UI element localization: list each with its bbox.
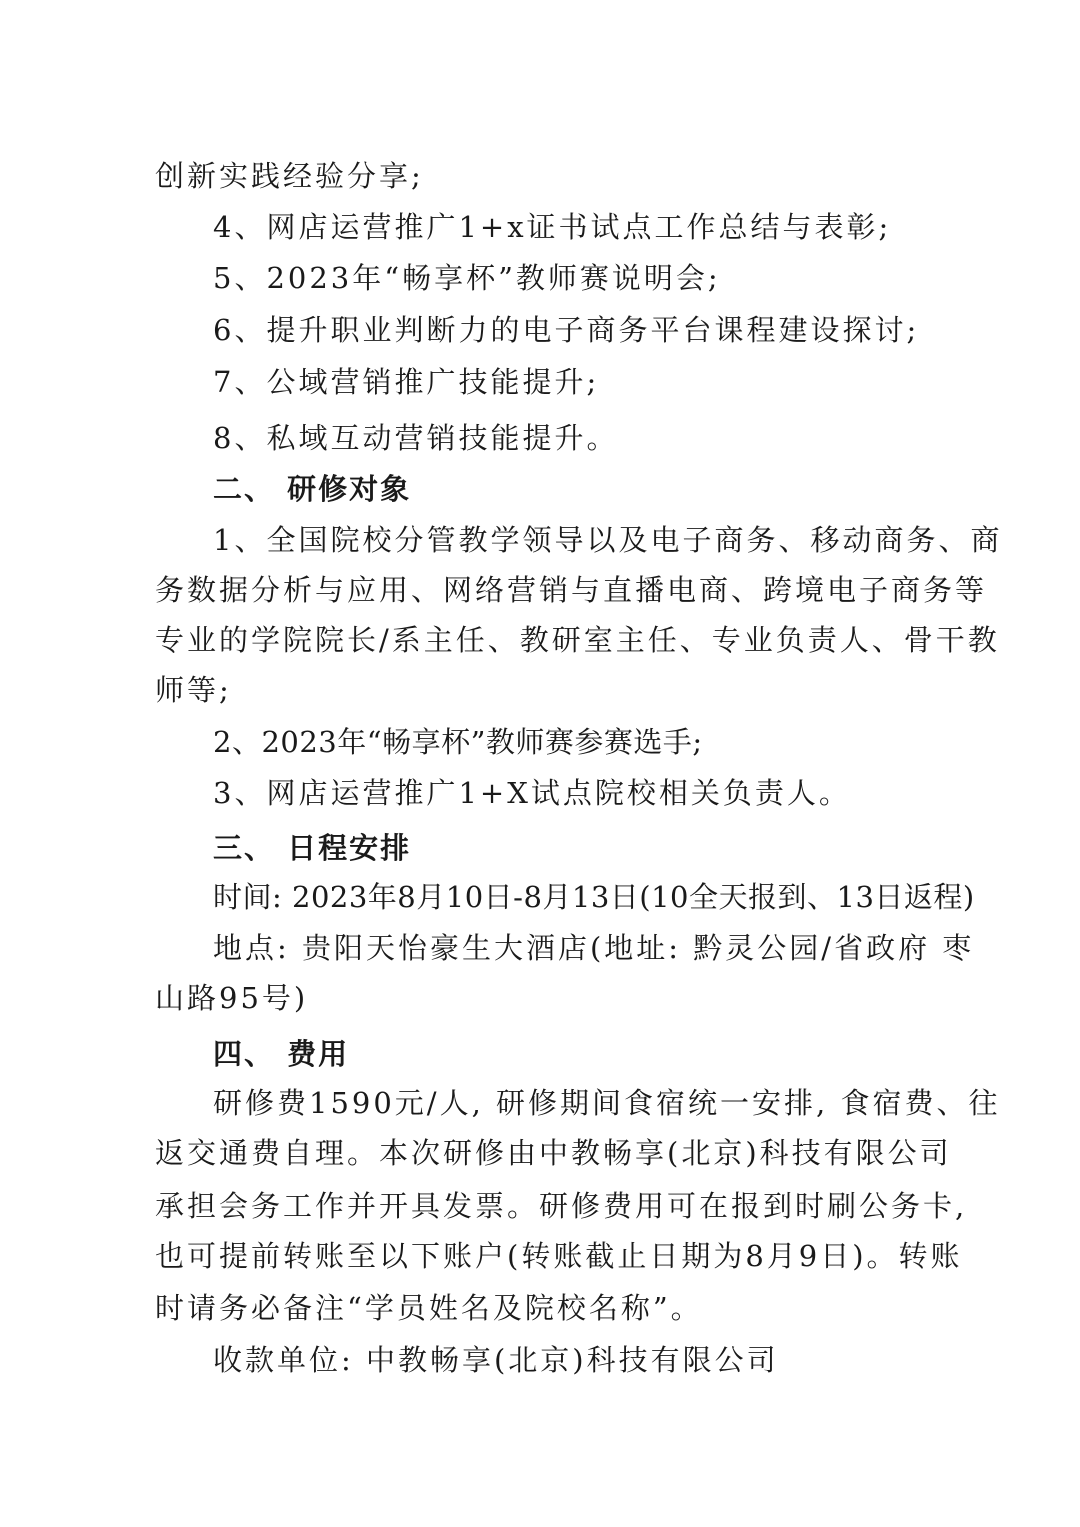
participant-item-1-cont-2: 专业的学院院长/系主任、教研室主任、专业负责人、骨干教	[155, 623, 1000, 657]
section-heading-fees: 四、 费用	[213, 1037, 350, 1071]
participant-item-1-cont-3: 师等;	[155, 673, 232, 707]
fee-paragraph-line-1: 研修费1590元/人, 研修期间食宿统一安排, 食宿费、往	[213, 1086, 1001, 1120]
participant-item-2: 2、2023年“畅享杯”教师赛参赛选手;	[213, 725, 703, 759]
fee-paragraph-line-3: 承担会务工作并开具发票。研修费用可在报到时刷公务卡,	[155, 1189, 968, 1223]
section-heading-schedule: 三、 日程安排	[213, 831, 412, 865]
agenda-item-4: 4、网店运营推广1+x证书试点工作总结与表彰;	[213, 210, 892, 244]
fee-paragraph-line-2: 返交通费自理。本次研修由中教畅享(北京)科技有限公司	[155, 1136, 952, 1170]
continuation-line: 创新实践经验分享;	[155, 159, 424, 193]
schedule-location: 地点: 贵阳天怡豪生大酒店(地址: 黔灵公园/省政府 枣	[213, 931, 975, 965]
section-heading-participants: 二、 研修对象	[213, 472, 412, 506]
payee-line: 收款单位: 中教畅享(北京)科技有限公司	[213, 1343, 779, 1377]
schedule-location-cont: 山路95号)	[155, 981, 309, 1015]
participant-item-1: 1、全国院校分管教学领导以及电子商务、移动商务、商	[213, 523, 1003, 557]
agenda-item-5: 5、2023年“畅享杯”教师赛说明会;	[213, 261, 721, 295]
participant-item-3: 3、网店运营推广1+X试点院校相关负责人。	[213, 776, 851, 810]
schedule-time: 时间: 2023年8月10日-8月13日(10全天报到、13日返程)	[213, 880, 975, 914]
agenda-item-6: 6、提升职业判断力的电子商务平台课程建设探讨;	[213, 313, 920, 347]
fee-paragraph-line-5: 时请务必备注“学员姓名及院校名称”。	[155, 1291, 703, 1325]
agenda-item-8: 8、私域互动营销技能提升。	[213, 421, 619, 455]
agenda-item-7: 7、公域营销推广技能提升;	[213, 365, 600, 399]
fee-paragraph-line-4: 也可提前转账至以下账户(转账截止日期为8月9日)。转账	[155, 1239, 963, 1273]
participant-item-1-cont-1: 务数据分析与应用、网络营销与直播电商、跨境电子商务等	[155, 573, 988, 607]
